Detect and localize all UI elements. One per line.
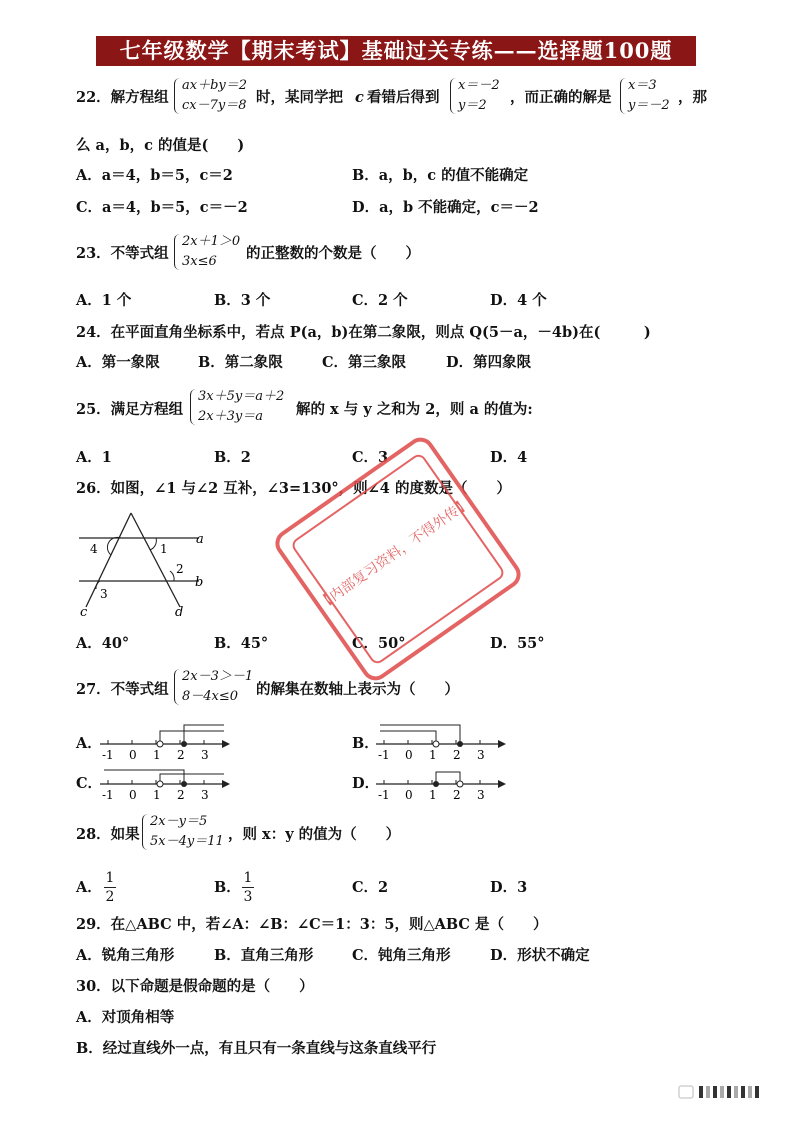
equation: x＝3 (628, 78, 657, 93)
brace (142, 814, 149, 850)
q27-tail: 的解集在数轴上表示为（ ） (256, 681, 459, 698)
axis-arrow (222, 780, 230, 788)
label-a: a (196, 532, 204, 547)
closed-point (181, 741, 187, 747)
tick-label: -1 (102, 748, 114, 760)
q29-option-b[interactable]: B．直角三角形 (214, 947, 314, 964)
q28-system (142, 812, 224, 852)
q22-option-a[interactable]: A．a＝4，b＝5，c＝2 (76, 167, 233, 184)
label-4: 4 (90, 542, 98, 556)
q26-figure (74, 505, 214, 620)
q29-option-c[interactable]: C．钝角三角形 (352, 947, 451, 964)
brace (190, 389, 197, 425)
q30-option-a[interactable]: A．对顶角相等 (76, 1009, 175, 1026)
q25-option-a[interactable]: A．1 (76, 449, 112, 466)
q22-c: c (355, 89, 364, 106)
q27-number-line-c[interactable] (100, 760, 230, 800)
q26-option-b[interactable]: B．45° (214, 635, 269, 652)
q26-option-c[interactable]: C．50° (352, 635, 406, 652)
equation: cx－7y＝8 (182, 98, 247, 113)
tick-label: 1 (153, 788, 161, 800)
q23-option-c[interactable]: C．2 个 (352, 292, 408, 309)
denominator: 3 (243, 889, 253, 905)
label-1: 1 (160, 542, 168, 556)
label-2: 2 (176, 562, 184, 576)
q29-question: 29．在△ABC 中，若∠A：∠B：∠C＝1：3：5，则△ABC 是（ ） (76, 916, 548, 933)
equation: 2x＋3y＝a (198, 409, 263, 424)
q25-tail: 解的 x 与 y 之和为 2，则 a 的值为: (296, 401, 533, 418)
q27-number-line-a[interactable] (100, 720, 230, 760)
inequality: 3x≤6 (182, 254, 217, 269)
q22-system3 (620, 76, 670, 116)
q22-system1 (174, 76, 247, 116)
fraction-bar (104, 887, 116, 888)
q22-option-d[interactable]: D．a，b 不能确定，c＝－2 (352, 199, 539, 216)
q28-option-c[interactable]: C．2 (352, 879, 389, 896)
q23-option-b[interactable]: B．3 个 (214, 292, 271, 309)
range-bracket (160, 731, 224, 744)
q28-option-d[interactable]: D．3 (490, 879, 528, 896)
tick-label: 1 (153, 748, 161, 760)
brace (450, 78, 457, 114)
q26-option-a[interactable]: A．40° (76, 635, 130, 652)
tick-label: 3 (201, 788, 209, 800)
watermark-stamp (270, 432, 526, 686)
q26-option-d[interactable]: D．55° (490, 635, 545, 652)
page-banner: 七年级数学【期末考试】基础过关专练——选择题100题 (96, 36, 696, 66)
open-point (433, 741, 439, 747)
open-point (157, 781, 163, 787)
tick-label: 0 (129, 788, 137, 800)
brace (620, 78, 627, 114)
tick-label: 0 (405, 788, 413, 800)
q22-tail: ，那 (678, 89, 707, 106)
label-d: d (175, 605, 184, 620)
q25-option-d[interactable]: D．4 (490, 449, 528, 466)
closed-point (181, 781, 187, 787)
angle-arc (150, 538, 156, 550)
line-c (86, 513, 131, 607)
angle-arc (170, 571, 174, 581)
q28-option-b-fraction[interactable] (242, 870, 254, 905)
q27-option-b-label[interactable]: B． (352, 735, 379, 752)
tick-label: -1 (378, 748, 390, 760)
q24-option-a[interactable]: A．第一象限 (76, 354, 160, 371)
label-b: b (195, 575, 204, 590)
q28-tail: ，则 x：y 的值为（ ） (228, 826, 401, 843)
q24-option-b[interactable]: B．第二象限 (198, 354, 283, 371)
angle-arc (107, 537, 121, 555)
q24-option-d[interactable]: D．第四象限 (446, 354, 532, 371)
tick-label: 3 (477, 748, 485, 760)
q29-option-a[interactable]: A．锐角三角形 (76, 947, 175, 964)
equation: 5x－4y＝11 (150, 834, 224, 849)
label-3: 3 (100, 587, 108, 601)
q28-option-b-label[interactable]: B． (214, 879, 241, 896)
q28-option-a-label[interactable]: A． (76, 879, 102, 896)
q22-prefix: 22．解方程组 (76, 89, 169, 106)
stamp-text: 【内部复习资料，不得外传】 (315, 495, 474, 613)
inequality: 8－4x≤0 (182, 689, 239, 704)
q25-prefix: 25．满足方程组 (76, 401, 184, 418)
tick-label: 0 (129, 748, 137, 760)
axis-arrow (498, 780, 506, 788)
q22-system2 (450, 76, 500, 116)
tick-label: 2 (177, 788, 185, 800)
q30-option-b[interactable]: B．经过直线外一点，有且只有一条直线与这条直线平行 (76, 1040, 437, 1057)
tick-label: 2 (177, 748, 185, 760)
tick-label: 2 (453, 788, 461, 800)
q23-tail: 的正整数的个数是（ ） (246, 245, 420, 262)
range-bracket (104, 770, 184, 784)
equation: 2x－y＝5 (150, 814, 208, 829)
q22-option-b[interactable]: B．a，b，c 的值不能确定 (352, 167, 529, 184)
tick-label: 2 (453, 748, 461, 760)
footer-bars-icon (675, 1082, 775, 1102)
q27-number-line-d[interactable] (376, 760, 506, 800)
tick-label: 0 (405, 748, 413, 760)
open-point (157, 741, 163, 747)
range-bracket (380, 725, 460, 744)
equation: 3x＋5y＝a＋2 (198, 389, 285, 404)
q29-option-d[interactable]: D．形状不确定 (490, 947, 590, 964)
q25-option-c[interactable]: C．3 (352, 449, 389, 466)
tick-label: 1 (429, 748, 437, 760)
q30-question: 30．以下命题是假命题的是（ ） (76, 978, 314, 995)
tick-label: -1 (378, 788, 390, 800)
equation: y＝－2 (628, 98, 670, 113)
q22-mid1: 时，某同学把 (256, 89, 343, 106)
range-bracket (160, 774, 224, 784)
closed-point (457, 741, 463, 747)
axis-arrow (222, 740, 230, 748)
brace (174, 234, 181, 270)
label-c: c (80, 605, 88, 620)
q23-option-d[interactable]: D．4 个 (490, 292, 547, 309)
q27-option-c-label[interactable]: C． (76, 775, 103, 792)
brace (174, 78, 181, 114)
q24-option-c[interactable]: C．第三象限 (322, 354, 407, 371)
numerator: 1 (105, 870, 115, 886)
q25-option-b[interactable]: B．2 (214, 449, 251, 466)
equation: x＝－2 (458, 78, 500, 93)
tick-label: 1 (429, 788, 437, 800)
open-point (457, 781, 463, 787)
line-d (131, 513, 180, 607)
tick-label: 3 (477, 788, 485, 800)
q27-option-d-label[interactable]: D． (352, 775, 380, 792)
numerator: 1 (243, 870, 253, 886)
q24-question: 24．在平面直角坐标系中，若点 P(a，b)在第二象限，则点 Q(5－a，－4b)在( ) (76, 324, 651, 341)
brace (174, 669, 181, 705)
equation: y＝2 (458, 98, 487, 113)
q23-system (174, 232, 240, 272)
q22-line2: 么 a，b，c 的值是( ) (76, 137, 245, 154)
fraction-bar (242, 887, 254, 888)
q27-number-line-b[interactable] (376, 720, 506, 760)
q27-option-a-label[interactable]: A． (76, 735, 102, 752)
q25-system (190, 387, 284, 427)
q22-mid3: ，而正确的解是 (510, 89, 612, 106)
q27-prefix: 27．不等式组 (76, 681, 169, 698)
axis-arrow (498, 740, 506, 748)
q23-option-a[interactable]: A．1 个 (76, 292, 132, 309)
inequality: 2x－3＞－1 (182, 669, 254, 684)
q22-mid2: 看错后得到 (367, 89, 440, 106)
q23-prefix: 23．不等式组 (76, 245, 169, 262)
q26-question: 26．如图，∠1 与∠2 互补，∠3=130°，则∠4 的度数是（ ） (76, 480, 511, 497)
q27-system (174, 667, 253, 707)
inequality: 2x＋1＞0 (182, 234, 241, 249)
denominator: 2 (105, 889, 115, 905)
equation: ax＋by＝2 (182, 78, 248, 93)
tick-label: -1 (102, 788, 114, 800)
q22-option-c[interactable]: C．a＝4，b＝5，c＝－2 (76, 199, 248, 216)
tick-label: 3 (201, 748, 209, 760)
q28-prefix: 28．如果 (76, 826, 140, 843)
closed-point (433, 781, 439, 787)
q28-option-a-fraction[interactable] (104, 870, 116, 905)
